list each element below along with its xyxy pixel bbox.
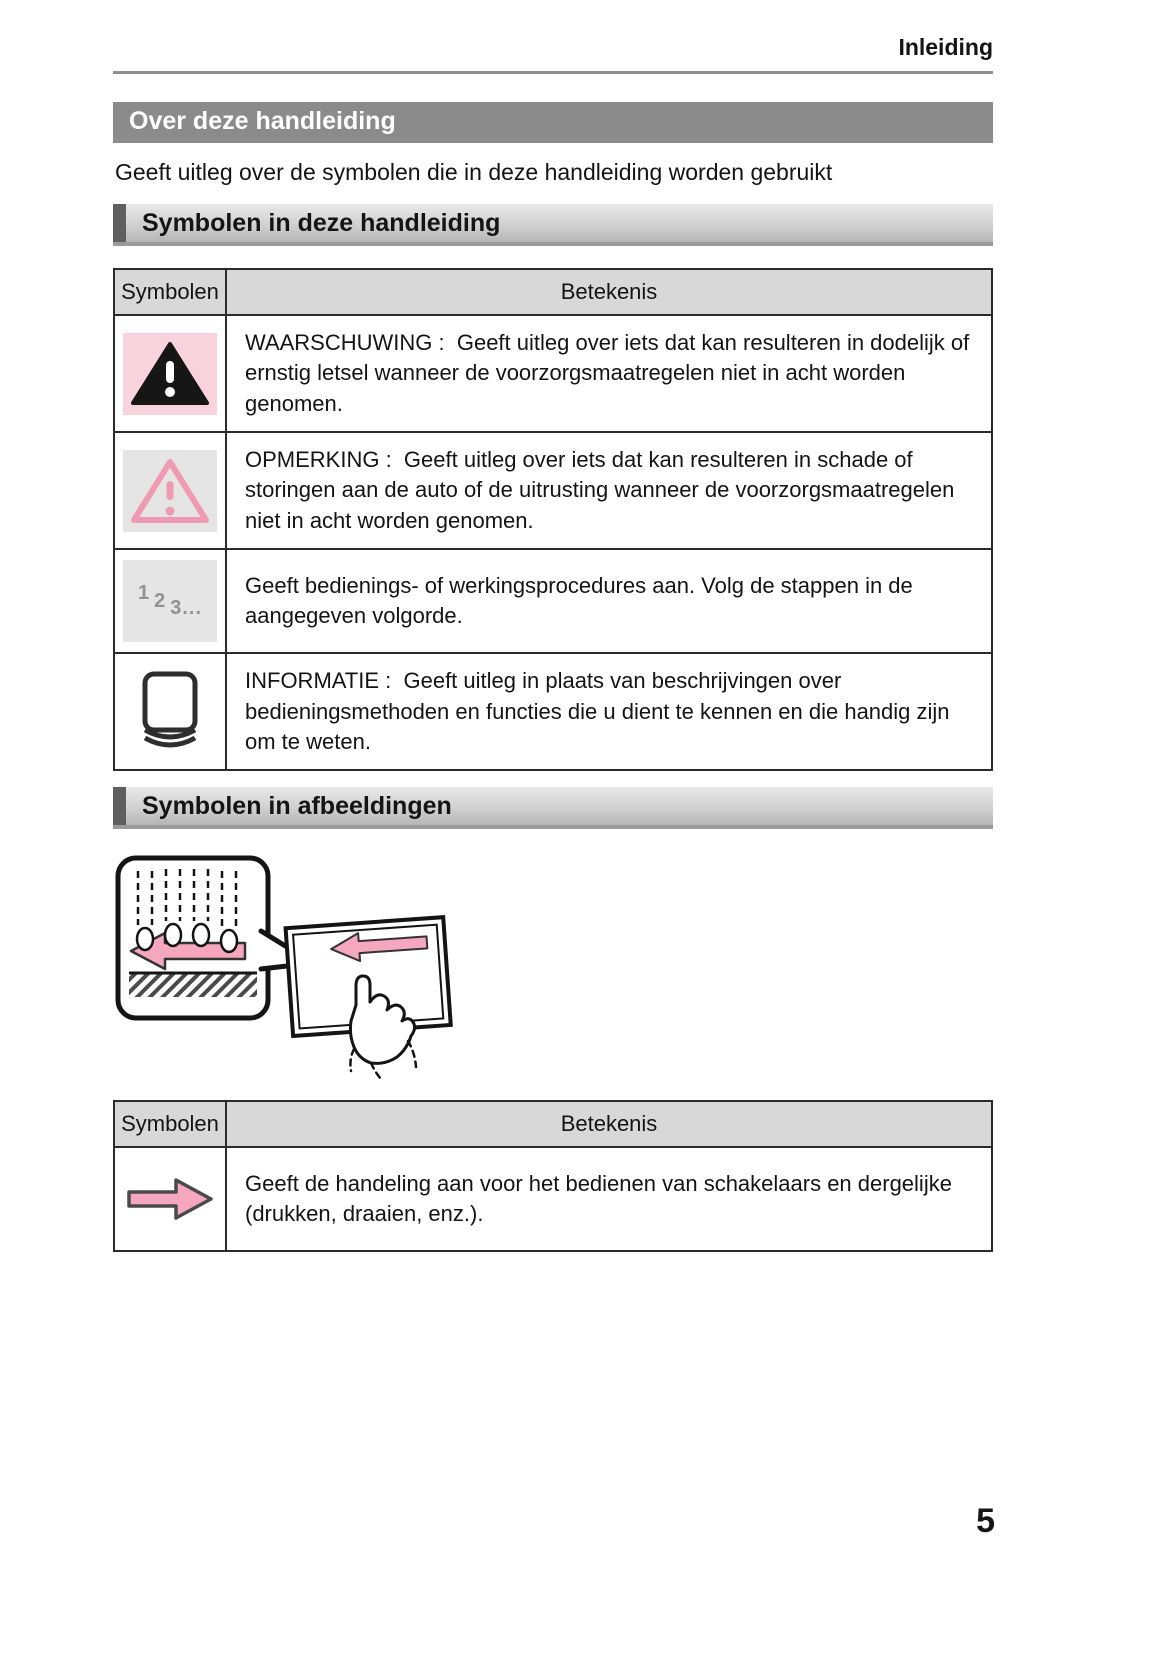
section-accent-bar	[113, 787, 126, 825]
column-header-betekenis: Betekenis	[226, 1101, 992, 1147]
page-title-banner	[113, 102, 993, 143]
numbered-steps-icon	[123, 560, 217, 642]
symbol-cell	[114, 315, 226, 432]
page-title: Over deze handleiding	[129, 107, 396, 135]
meaning-text: INFORMATIE : Geeft uitleg in plaats van beschrijvingen over bedieningsmethoden en functies die u dient te kennen en die handig zijn om te weten.	[226, 653, 992, 770]
table-row	[114, 315, 992, 432]
symbol-cell	[114, 432, 226, 549]
section-accent-bar	[113, 204, 126, 242]
table-row	[114, 549, 992, 653]
warning-triangle-icon	[123, 333, 217, 415]
symbol-cell	[114, 549, 226, 653]
caution-triangle-icon	[123, 450, 217, 532]
chapter-label: Inleiding	[898, 34, 993, 60]
running-header	[113, 34, 993, 61]
column-header-symbolen: Symbolen	[114, 1101, 226, 1147]
section-header-symbols-in-figures	[113, 787, 993, 829]
steps-label: 1 2 3...	[137, 581, 203, 619]
information-book-icon	[123, 669, 217, 751]
page-number: 5	[976, 1502, 995, 1540]
section-title: Symbolen in deze handleiding	[142, 208, 501, 237]
table-header-row	[114, 269, 992, 315]
section-title: Symbolen in afbeeldingen	[142, 791, 452, 820]
section-header-symbols-in-manual	[113, 204, 993, 246]
table-row	[114, 1147, 992, 1251]
meaning-text: OPMERKING : Geeft uitleg over iets dat kan resulteren in schade of storingen aan de auto of de uitrusting wanneer de voorzorgsmaatregelen niet in acht worden genomen.	[226, 432, 992, 549]
meaning-text: Geeft de handeling aan voor het bedienen van schakelaars en dergelijke (drukken, draaien, enz.).	[226, 1147, 992, 1251]
touch-gesture-illustration	[113, 853, 993, 1086]
column-header-betekenis: Betekenis	[226, 269, 992, 315]
table-row	[114, 653, 992, 770]
intro-text: Geeft uitleg over de symbolen die in deze handleiding worden gebruikt	[115, 159, 833, 185]
symbol-cell	[114, 653, 226, 770]
meaning-text: WAARSCHUWING : Geeft uitleg over iets dat kan resulteren in dodelijk of ernstig letsel wanneer de voorzorgsmaatregelen niet in acht worden genomen.	[226, 315, 992, 432]
operation-arrow-icon	[123, 1158, 217, 1240]
meaning-text: Geeft bedienings- of werkingsprocedures aan. Volg de stappen in de aangegeven volgorde.	[226, 549, 992, 653]
symbol-cell	[114, 1147, 226, 1251]
figure-symbols-table	[113, 1100, 993, 1252]
header-divider	[113, 71, 993, 74]
column-header-symbolen: Symbolen	[114, 269, 226, 315]
symbols-meaning-table	[113, 268, 993, 771]
table-row	[114, 432, 992, 549]
table-header-row	[114, 1101, 992, 1147]
